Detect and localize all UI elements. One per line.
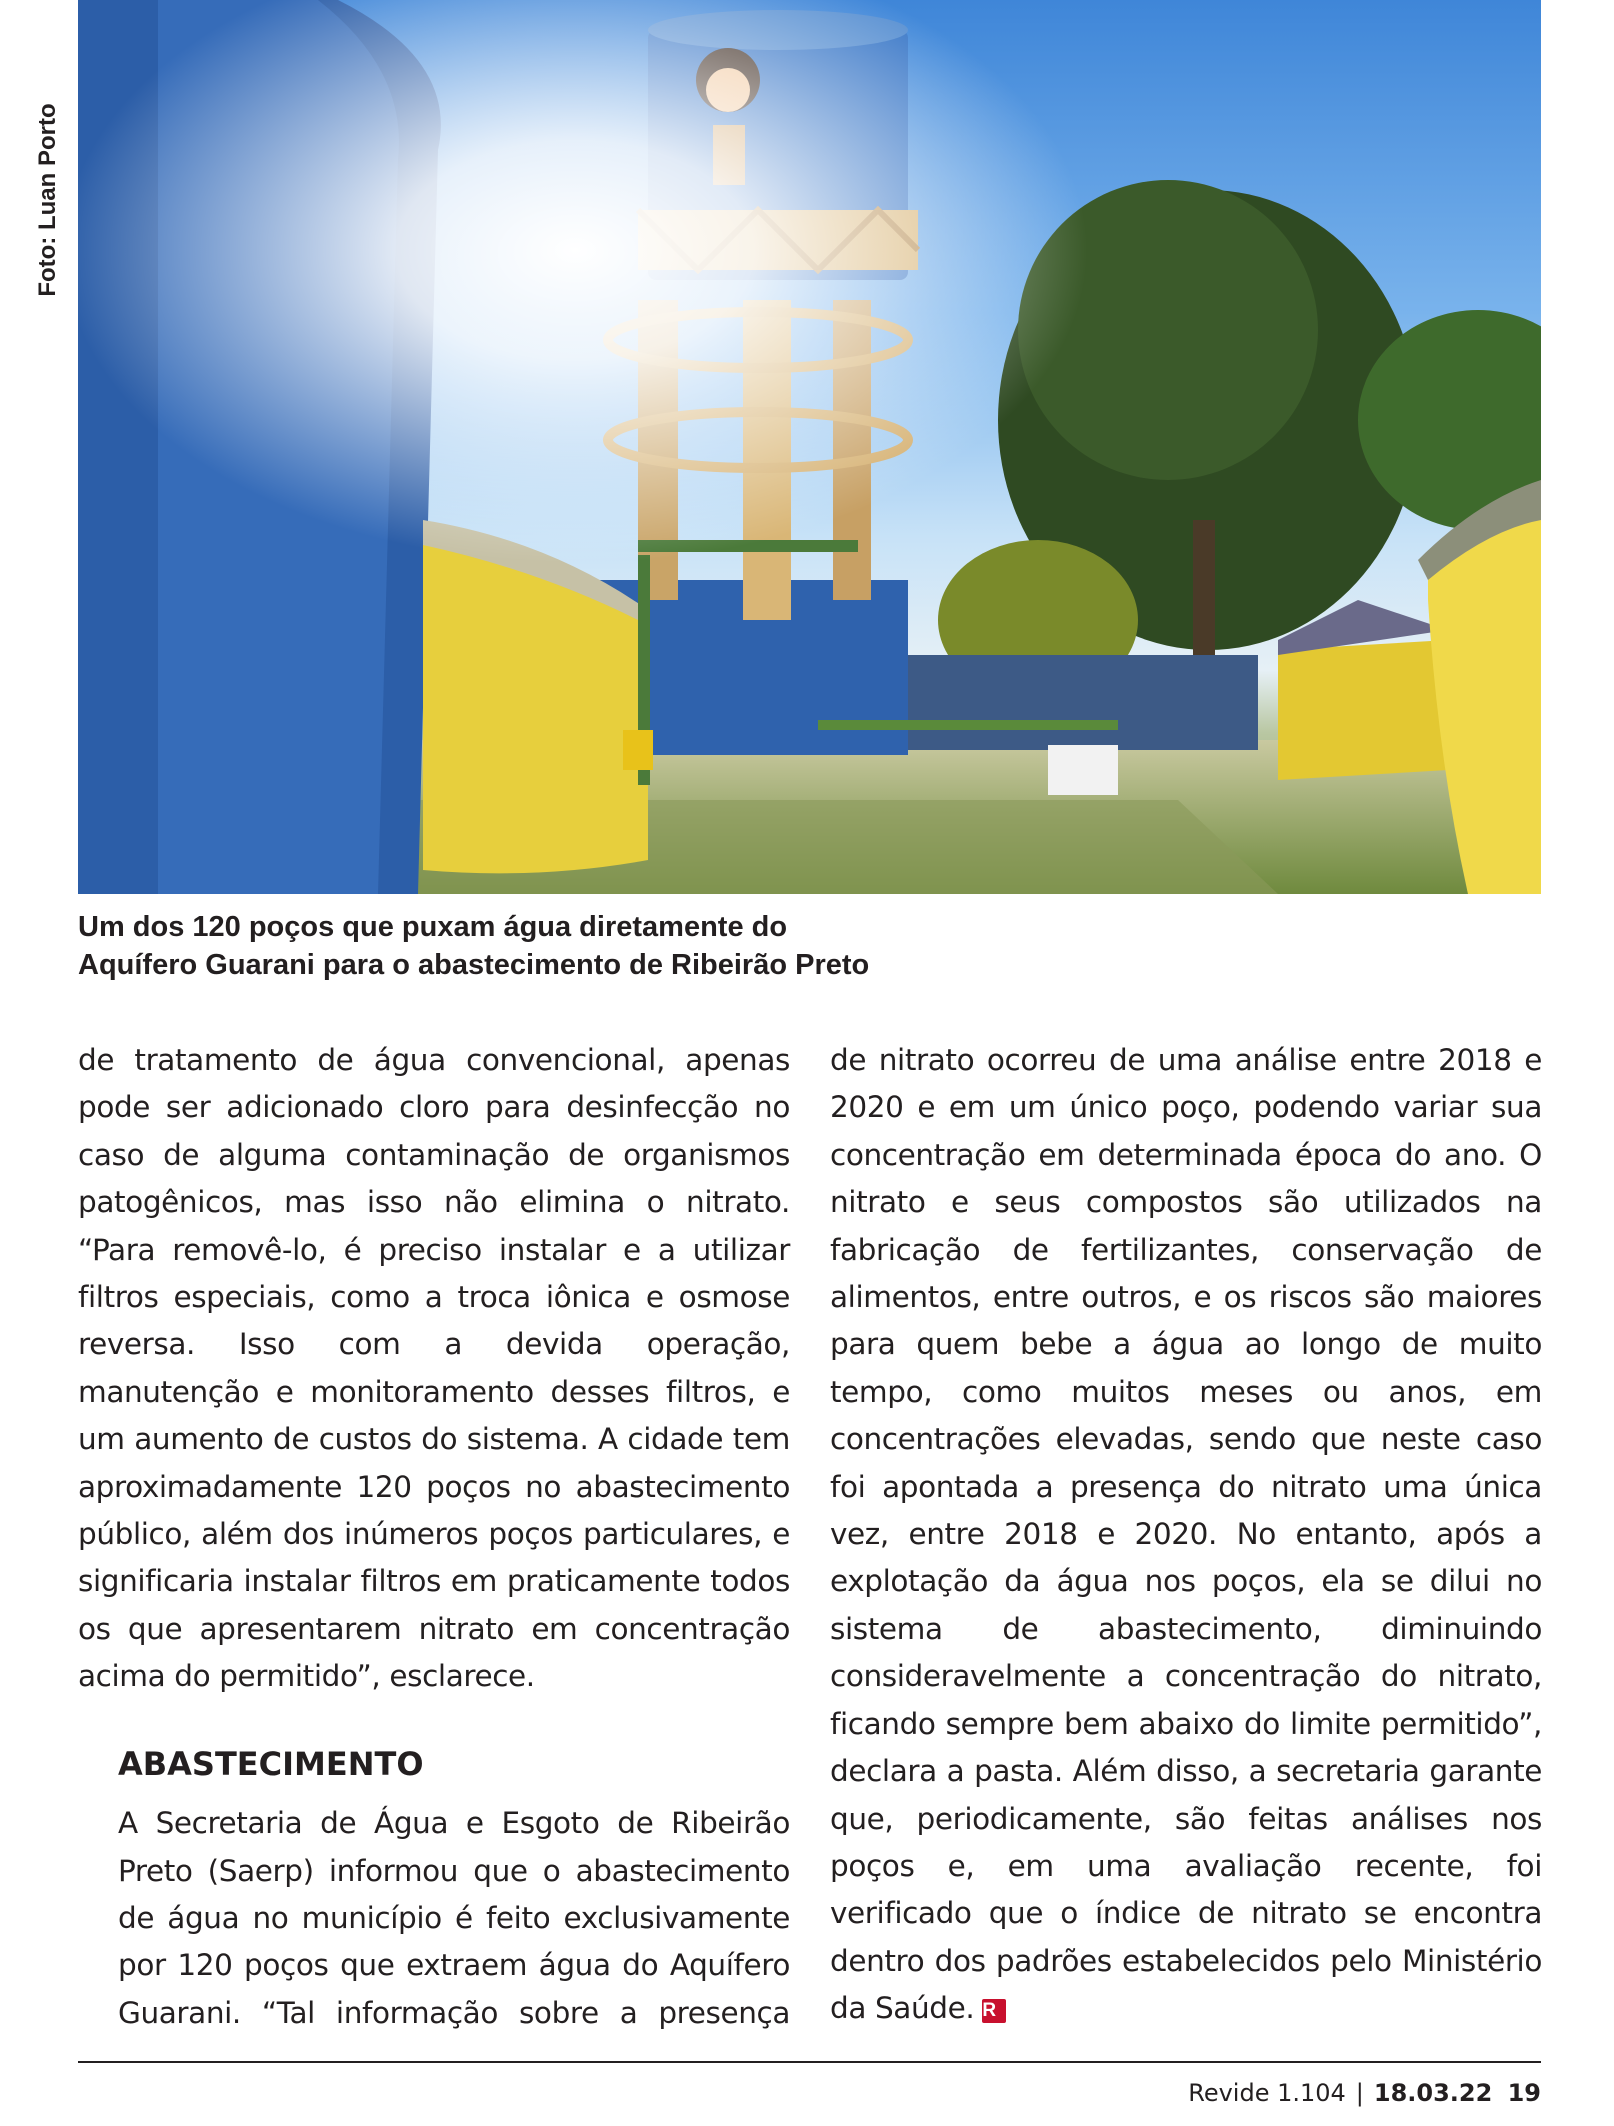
photo-credit-text: Foto: Luan Porto xyxy=(34,103,61,297)
photo-credit xyxy=(28,80,68,320)
photo-caption xyxy=(78,908,1078,984)
footer-separator: | xyxy=(1355,2079,1364,2107)
article-photo xyxy=(78,0,1541,894)
footer-divider xyxy=(78,2061,1541,2063)
left-paragraph-2: A Secretaria de Água e Esgoto de Ribeirão Preto (Saerp) informou que o abastecimento de água no município é feito exclusivamente por 120 poços que extraem água do Aquífero Guarani. “Tal informação sobre a presença xyxy=(118,1806,790,2030)
footer-date: 18.03.22 xyxy=(1373,2079,1493,2107)
left-paragraph-1: de tratamento de água convencional, apenas pode ser adicionado cloro para desinfecção no caso de alguma contaminação de organismos patogênicos, mas isso não elimina o nitrato. “Para removê-lo, é preciso instalar e a utilizar filtros especiais, como a troca iônica e osmose reversa. Isso com a devida operação, manutenção e monitoramento desses filtros, e um aumento de custos do sistema. A cidade tem aproximadamente 120 poços no abastecimento público, além dos inúmeros poços particulares, e significaria instalar filtros em praticamente todos os que apresentarem nitrato em concentração acima do permitido”, esclarece. xyxy=(78,1043,790,1694)
footer-publication: Revide 1.104 xyxy=(1188,2079,1346,2107)
caption-line-1: Um dos 120 poços que puxam água diretamente do xyxy=(78,911,788,943)
right-paragraph-1 xyxy=(830,1037,1542,2033)
right-paragraph-1-text: de nitrato ocorreu de uma análise entre 2018 e 2020 e em um único poço, podendo variar sua concentração em determinada época do ano. O nitrato e seus compostos são utilizados na fabricação de fertilizantes, conservação de alimentos, entre outros, e os riscos são maiores para quem bebe a água ao longo de muito tempo, como muitos meses ou anos, em concentrações elevadas, sendo que neste caso foi apontada a presença do nitrato uma única vez, entre 2018 e 2020. No entanto, após a explotação da água nos poços, ela se dilui no sistema de abastecimento, diminuindo consideravelmente a concentração do nitrato, ficando sempre bem abaixo do limite permitido”, declara a pasta. Além disso, a secretaria garante que, periodicamente, são feitas análises nos poços e, em uma avaliação recente, foi verificado que o índice de nitrato se encontra dentro dos padrões estabelecidos pelo Ministério da Saúde. xyxy=(830,1043,1542,2026)
caption-line-2: Aquífero Guarani para o abastecimento de Ribeirão Preto xyxy=(78,949,870,981)
right-column xyxy=(830,1037,1542,2033)
footer-page-number: 19 xyxy=(1507,2079,1541,2107)
end-of-article-icon: R xyxy=(982,1999,1006,2023)
left-column xyxy=(78,1037,790,2037)
section-heading: ABASTECIMENTO xyxy=(118,1745,424,1783)
water-tower-illustration xyxy=(78,0,1541,894)
page-footer xyxy=(1188,2078,1541,2108)
